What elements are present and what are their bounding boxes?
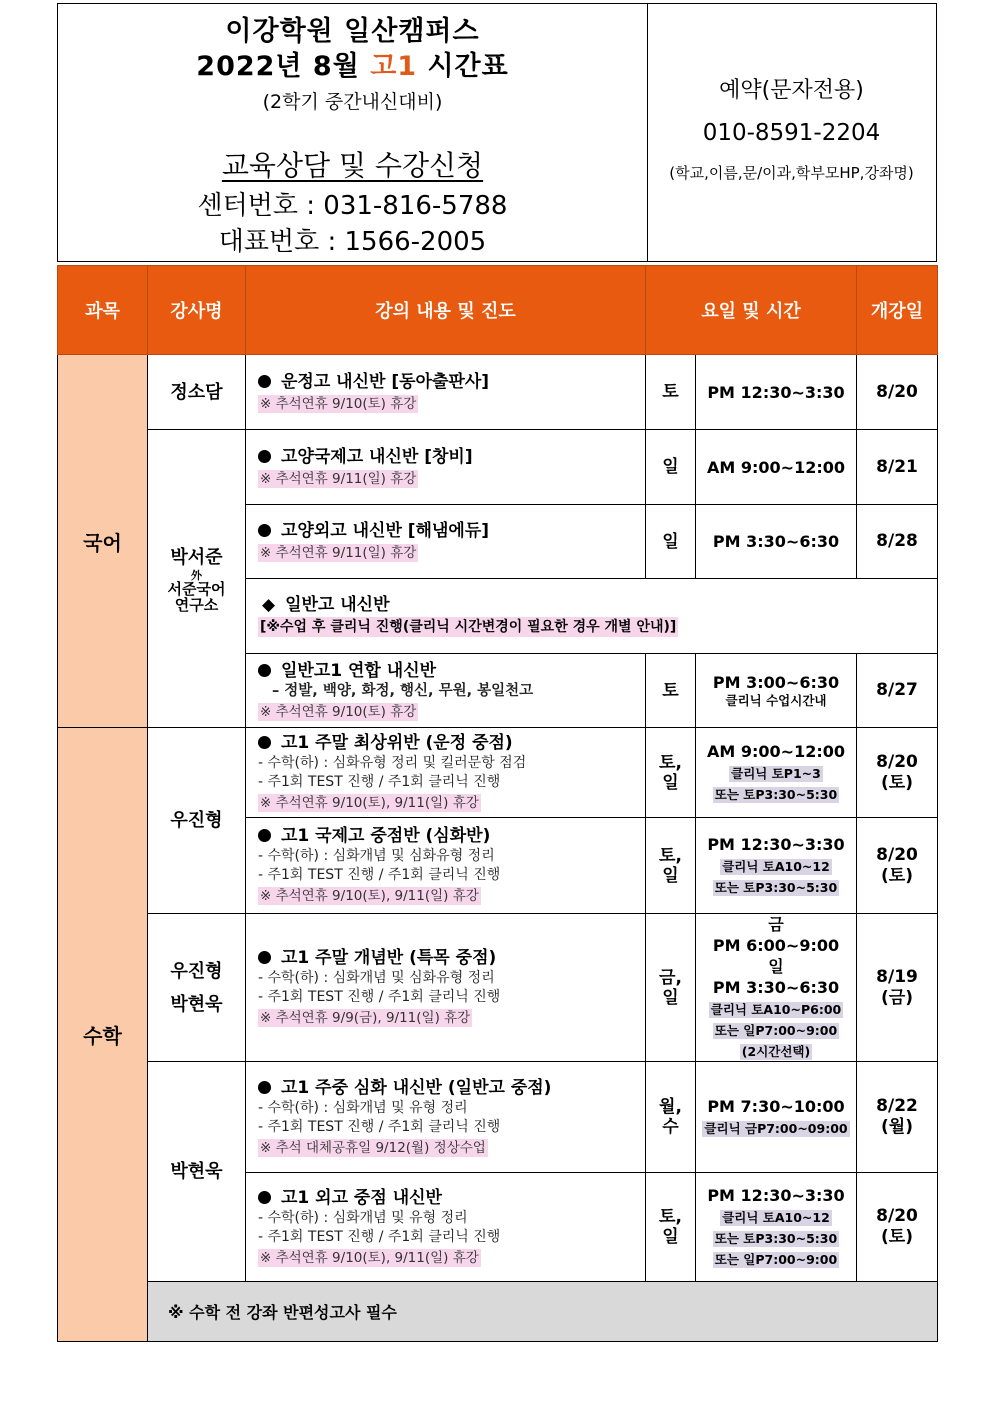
clinic-text: 클리닉 토A10~12 [722, 859, 830, 874]
day-cell [646, 914, 696, 1062]
header-teacher: 강사명 [148, 266, 246, 355]
start-date [857, 728, 938, 818]
holiday-note: ※ 추석연휴 9/10(토) 휴강 [260, 395, 417, 412]
content-cell [246, 430, 646, 505]
day-cell: 일 [646, 505, 696, 579]
class-title: 고1 외고 중점 내신반 [281, 1187, 442, 1208]
class-title: 운정고 내신반 [동아출판사] [281, 371, 490, 392]
class-title: 일반고 내신반 [285, 595, 390, 615]
header-start: 개강일 [857, 266, 938, 355]
start-day: (토) [881, 865, 913, 886]
title-year-month: 2022년 8월 [196, 51, 371, 82]
start-day: (월) [881, 1117, 913, 1137]
reserve-note: (학교,이름,문/이과,학부모HP,강좌명) [669, 164, 914, 182]
main-phone: 대표번호 : 1566-2005 [218, 227, 487, 257]
time-text: PM 6:00~9:00 [712, 936, 840, 955]
teacher-cell [148, 914, 246, 1062]
start-date: 8/27 [857, 654, 938, 728]
clinic-note: [※수업 후 클리닉 진행(클리닉 시간변경이 필요한 경우 개별 안내)] [260, 619, 677, 635]
teacher-cell: 우진형 [148, 728, 246, 914]
consult-heading [58, 149, 647, 183]
table-row [58, 355, 938, 430]
page-title: 이강학원 일산캠퍼스 [225, 16, 480, 47]
header-schedule: 요일 및 시간 [646, 266, 857, 355]
class-detail: - 주1회 TEST 진행 / 주1회 클리닉 진행 [258, 989, 501, 1005]
bullet-icon [258, 829, 271, 842]
class-title: 고1 국제고 중점반 (심화반) [281, 826, 491, 846]
time-day: 일 [768, 957, 784, 976]
day-1: 토, [659, 1207, 682, 1227]
day-cell [646, 728, 696, 818]
holiday-note: ※ 추석연휴 9/10(토), 9/11(일) 휴강 [260, 888, 479, 904]
table-row [58, 430, 938, 505]
content-cell [246, 1062, 646, 1173]
class-detail: - 수학(하) : 심화개념 및 유형 정리 [258, 1099, 468, 1116]
teacher-name: 박서준 [170, 546, 223, 568]
start-date [857, 1062, 938, 1173]
semester-note: (2학기 중간내신대비) [262, 91, 443, 113]
clinic-text: 클리닉 토P1~3 [731, 766, 821, 781]
start-date [857, 1173, 938, 1282]
content-cell [246, 914, 646, 1062]
class-detail: - 주1회 TEST 진행 / 주1회 클리닉 진행 [258, 1118, 501, 1135]
holiday-note: ※ 추석연휴 9/10(토) 휴강 [260, 703, 417, 720]
clinic-text: 클리닉 수업시간내 [725, 693, 827, 708]
start-date-value: 8/20 [876, 1206, 918, 1226]
subject-korean: 국어 [58, 355, 148, 728]
header-subject: 과목 [58, 266, 148, 355]
header-left [58, 4, 648, 261]
time-cell [696, 654, 857, 728]
bullet-icon [258, 1191, 271, 1204]
holiday-note: ※ 추석연휴 9/11(일) 휴강 [260, 470, 417, 487]
center-phone: 센터번호 : 031-816-5788 [197, 191, 508, 221]
clinic-text: 또는 토P3:30~5:30 [714, 880, 838, 895]
clinic-text: 클리닉 토A10~P6:00 [710, 1002, 842, 1017]
teacher-org1: 서준국어 [167, 579, 226, 598]
time-cell [696, 1173, 857, 1282]
bullet-icon [258, 736, 271, 749]
clinic-text: 클리닉 토A10~12 [722, 1210, 830, 1225]
content-cell [246, 579, 938, 654]
page-subtitle-month [58, 51, 647, 83]
header-content: 강의 내용 및 진도 [246, 266, 646, 355]
subject-math: 수학 [58, 728, 148, 1342]
time-text: PM 3:00~6:30 [712, 673, 840, 692]
day-1: 토, [659, 845, 682, 866]
header-box [57, 3, 937, 262]
start-date: 8/28 [857, 505, 938, 579]
teacher-cell [148, 430, 246, 728]
time-text: PM 12:30~3:30 [707, 835, 845, 854]
class-title: 고1 주중 심화 내신반 (일반고 중점) [281, 1077, 552, 1098]
day-cell: 토 [646, 355, 696, 430]
time-day: 금 [768, 915, 784, 934]
class-detail: - 주1회 TEST 진행 / 주1회 클리닉 진행 [258, 774, 501, 790]
time-text: PM 7:30~10:00 [707, 1097, 845, 1116]
teacher-cell: 박현욱 [148, 1062, 246, 1282]
math-footer-note: ※ 수학 전 강좌 반편성고사 필수 [148, 1282, 938, 1342]
content-cell [246, 818, 646, 914]
holiday-note: ※ 추석연휴 9/11(일) 휴강 [260, 545, 417, 561]
day-1: 금, [659, 967, 682, 988]
time-cell: PM 3:30~6:30 [696, 505, 857, 579]
time-text: PM 3:30~6:30 [712, 978, 840, 997]
bullet-icon [258, 1081, 271, 1094]
time-text: PM 12:30~3:30 [707, 1186, 845, 1205]
class-title: 고1 주말 최상위반 (운정 중점) [281, 733, 513, 753]
title-suffix: 시간표 [417, 51, 509, 82]
time-cell: AM 9:00~12:00 [696, 430, 857, 505]
teacher-extra: 外 [191, 568, 202, 582]
class-title: 고양외고 내신반 [해냄에듀] [281, 521, 490, 541]
bullet-icon [258, 375, 271, 388]
content-cell [246, 728, 646, 818]
reserve-label: 예약(문자전용) [719, 78, 864, 103]
bullet-icon [258, 664, 271, 677]
timetable [57, 265, 938, 1342]
day-2: 수 [662, 1117, 679, 1137]
class-detail: - 주1회 TEST 진행 / 주1회 클리닉 진행 [258, 867, 501, 883]
school-list: – 정발, 백양, 화정, 행신, 무원, 봉일천고 [272, 682, 534, 699]
teacher-name: 우진형 [170, 960, 223, 982]
clinic-text: 또는 일P7:00~9:00 [714, 1252, 838, 1267]
bullet-icon [258, 951, 271, 964]
reserve-phone: 010-8591-2204 [702, 120, 881, 146]
start-date-value: 8/20 [876, 751, 918, 772]
diamond-icon: ◆ [262, 595, 276, 615]
table-row [58, 1062, 938, 1173]
start-day: (토) [881, 1227, 913, 1247]
day-2: 일 [662, 772, 679, 793]
start-date [857, 914, 938, 1062]
time-cell [696, 1062, 857, 1173]
teacher-name: 박현욱 [170, 993, 223, 1015]
time-cell [696, 818, 857, 914]
clinic-text: 클리닉 금P7:00~09:00 [704, 1121, 848, 1136]
content-cell [246, 505, 646, 579]
holiday-note: ※ 추석연휴 9/10(토), 9/11(일) 휴강 [260, 1249, 479, 1266]
table-row [58, 1282, 938, 1342]
bullet-icon [258, 450, 271, 463]
day-cell [646, 1062, 696, 1173]
time-cell: PM 12:30~3:30 [696, 355, 857, 430]
class-detail: - 수학(하) : 심화개념 및 유형 정리 [258, 1209, 468, 1226]
clinic-text: 또는 토P3:30~5:30 [714, 787, 838, 802]
day-cell [646, 818, 696, 914]
holiday-note: ※ 추석연휴 9/9(금), 9/11(일) 휴강 [260, 1010, 471, 1026]
content-cell [246, 1173, 646, 1282]
clinic-text: (2시간선택) [741, 1044, 811, 1059]
class-title: 일반고1 연합 내신반 [281, 660, 437, 681]
day-cell: 토 [646, 654, 696, 728]
time-text: AM 9:00~12:00 [707, 742, 846, 761]
day-cell [646, 1173, 696, 1282]
teacher-cell: 정소담 [148, 355, 246, 430]
content-cell [246, 355, 646, 430]
clinic-text: 또는 토P3:30~5:30 [714, 1231, 838, 1246]
class-title: 고양국제고 내신반 [창비] [281, 446, 473, 467]
time-cell [696, 914, 857, 1062]
day-cell: 일 [646, 430, 696, 505]
table-header-row [58, 266, 938, 355]
class-detail: - 수학(하) : 심화개념 및 심화유형 정리 [258, 848, 495, 864]
start-date [857, 818, 938, 914]
title-grade: 고1 [370, 51, 418, 82]
class-detail: - 주1회 TEST 진행 / 주1회 클리닉 진행 [258, 1228, 501, 1245]
start-date-value: 8/19 [876, 966, 918, 987]
header-right [647, 4, 936, 261]
clinic-text: 또는 일P7:00~9:00 [714, 1023, 838, 1038]
table-row [58, 728, 938, 818]
start-day: (금) [881, 987, 913, 1008]
table-row [58, 914, 938, 1062]
teacher-org2: 연구소 [174, 595, 219, 614]
content-cell [246, 654, 646, 728]
holiday-note: ※ 추석 대체공휴일 9/12(월) 정상수업 [260, 1139, 486, 1156]
day-1: 토, [659, 752, 682, 773]
class-title: 고1 주말 개념반 (특목 중점) [281, 948, 497, 968]
day-2: 일 [662, 987, 679, 1008]
consult-text: 교육상담 및 수강신청 [221, 149, 484, 182]
start-date-value: 8/22 [876, 1096, 918, 1116]
class-detail: - 수학(하) : 심화유형 정리 및 킬러문항 점검 [258, 755, 527, 771]
day-2: 일 [662, 865, 679, 886]
time-cell [696, 728, 857, 818]
start-date: 8/20 [857, 355, 938, 430]
class-detail: - 수학(하) : 심화개념 및 심화유형 정리 [258, 970, 495, 986]
start-date-value: 8/20 [876, 844, 918, 865]
holiday-note: ※ 추석연휴 9/10(토), 9/11(일) 휴강 [260, 795, 479, 811]
start-day: (토) [881, 772, 913, 793]
bullet-icon [258, 524, 271, 537]
day-1: 월, [659, 1097, 682, 1117]
day-2: 일 [662, 1227, 679, 1247]
start-date: 8/21 [857, 430, 938, 505]
